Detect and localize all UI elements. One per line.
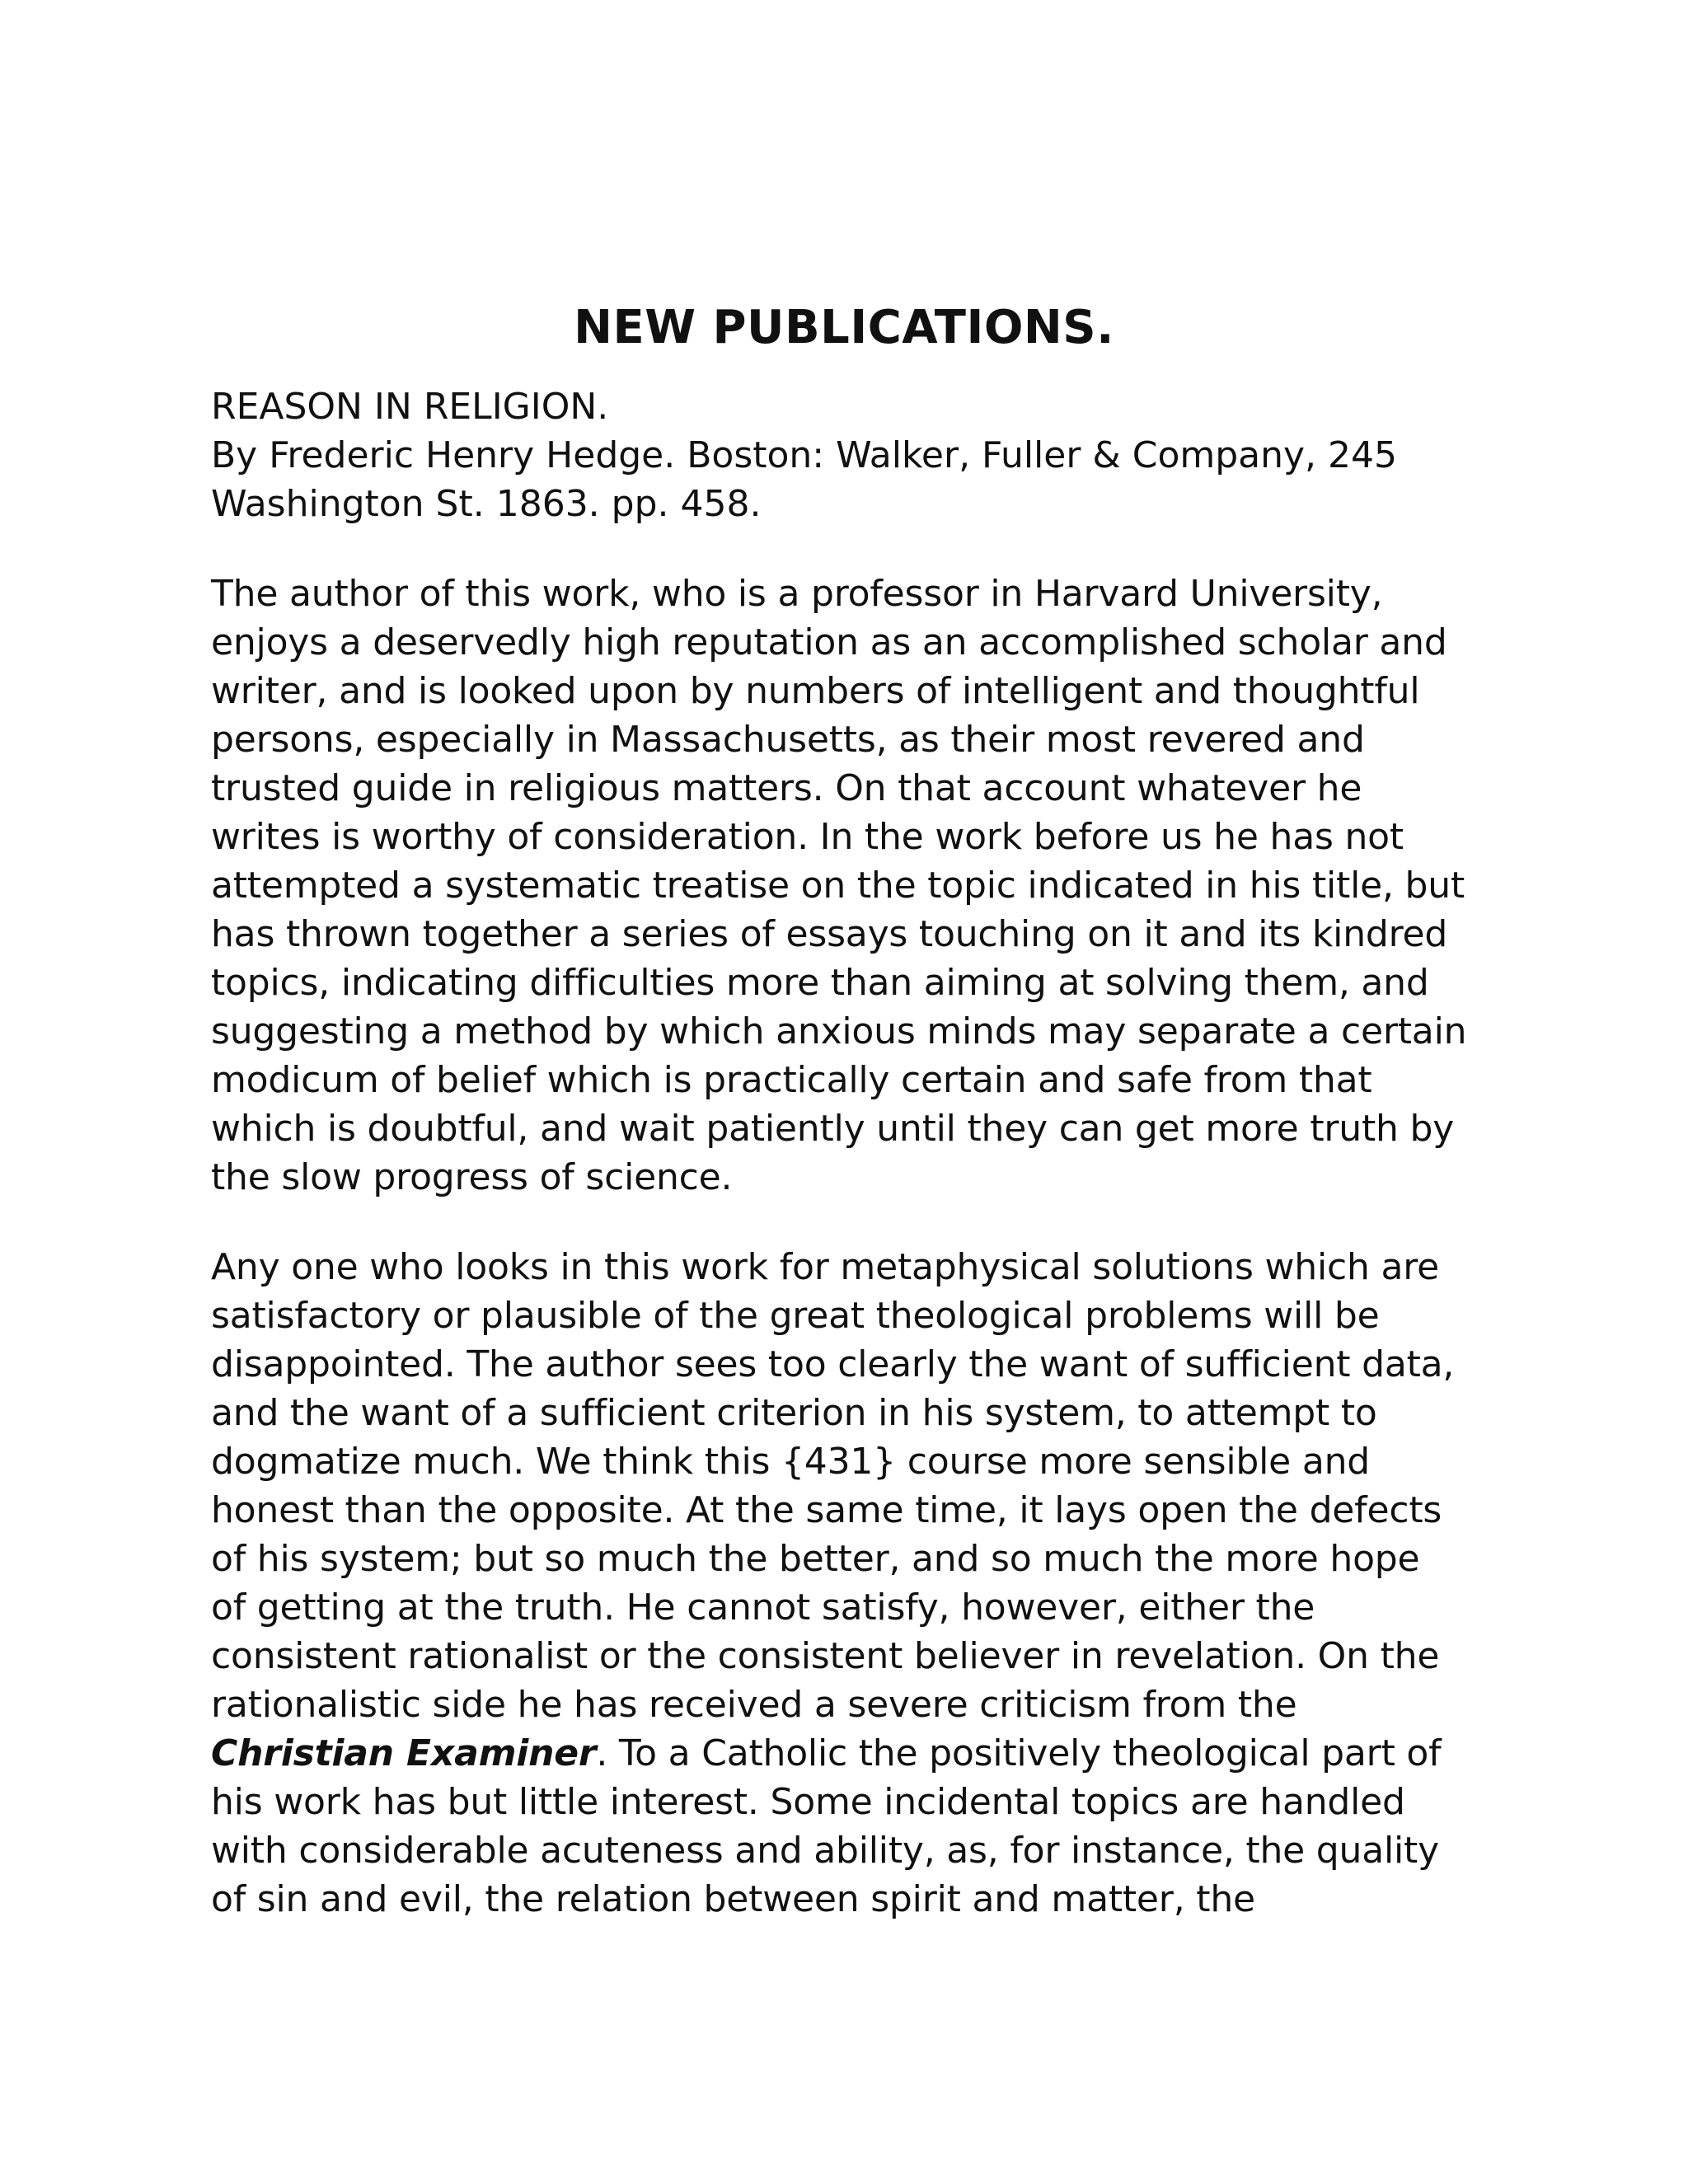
para2-line: consistent rationalist or the consistent believer in revelation. On the [211,1635,1440,1677]
para2-line: of his system; but so much the better, and so much the more hope [211,1538,1420,1580]
para2-line: of getting at the truth. He cannot satisfy, however, either the [211,1586,1315,1629]
paragraph-1 [211,569,1497,1202]
para1-line: the slow progress of science. [211,1156,733,1198]
para1-line: attempted a systematic treatise on the topic indicated in his title, but [211,865,1465,907]
page-heading: NEW PUBLICATIONS. [574,301,1114,354]
para1-line: writes is worthy of consideration. In the work before us he has not [211,816,1404,858]
para1-line: suggesting a method by which anxious minds may separate a certain [211,1010,1467,1052]
para2-line-with-title [211,1729,1497,1778]
para1-line: enjoys a deservedly high reputation as an accomplished scholar and [211,621,1447,663]
para1-line: which is doubtful, and wait patiently until they can get more truth by [211,1108,1455,1150]
journal-title: Christian Examiner [211,1732,597,1774]
para1-line: trusted guide in religious matters. On that account whatever he [211,767,1362,809]
para1-line: has thrown together a series of essays touching on it and its kindred [211,913,1448,955]
para2-line: satisfactory or plausible of the great theological problems will be [211,1295,1380,1337]
document-page [211,295,1497,1965]
para2-line: and the want of a sufficient criterion in his system, to attempt to [211,1392,1377,1434]
para2-line: dogmatize much. We think this {431} course more sensible and [211,1441,1371,1483]
para2-line: rationalistic side he has received a severe criticism from the [211,1684,1297,1726]
para1-line: The author of this work, who is a professor in Harvard University, [211,573,1383,615]
paragraph-2 [211,1243,1497,1924]
para1-line: topics, indicating difficulties more than aiming at solving them, and [211,962,1429,1004]
para2-line: of sin and evil, the relation between spirit and matter, the [211,1878,1255,1920]
citation-line-2: Washington St. 1863. pp. 458. [211,483,762,525]
book-title: REASON IN RELIGION. [211,386,609,428]
book-citation [211,382,1497,528]
para1-line: modicum of belief which is practically certain and safe from that [211,1059,1372,1101]
para2-line: disappointed. The author sees too clearly the want of sufficient data, [211,1343,1455,1385]
para1-line: persons, especially in Massachusetts, as their most revered and [211,719,1365,761]
para2-line: honest than the opposite. At the same time, it lays open the defects [211,1489,1442,1531]
para2-line: with considerable acuteness and ability, as, for instance, the quality [211,1830,1439,1872]
para2-line-tail: . To a Catholic the positively theological part of [596,1732,1442,1774]
para2-line: Any one who looks in this work for metaphysical solutions which are [211,1246,1440,1288]
para1-line: writer, and is looked upon by numbers of intelligent and thoughtful [211,670,1420,712]
citation-line-1: By Frederic Henry Hedge. Boston: Walker, Fuller & Company, 245 [211,434,1398,476]
para2-line: his work has but little interest. Some incidental topics are handled [211,1781,1405,1823]
